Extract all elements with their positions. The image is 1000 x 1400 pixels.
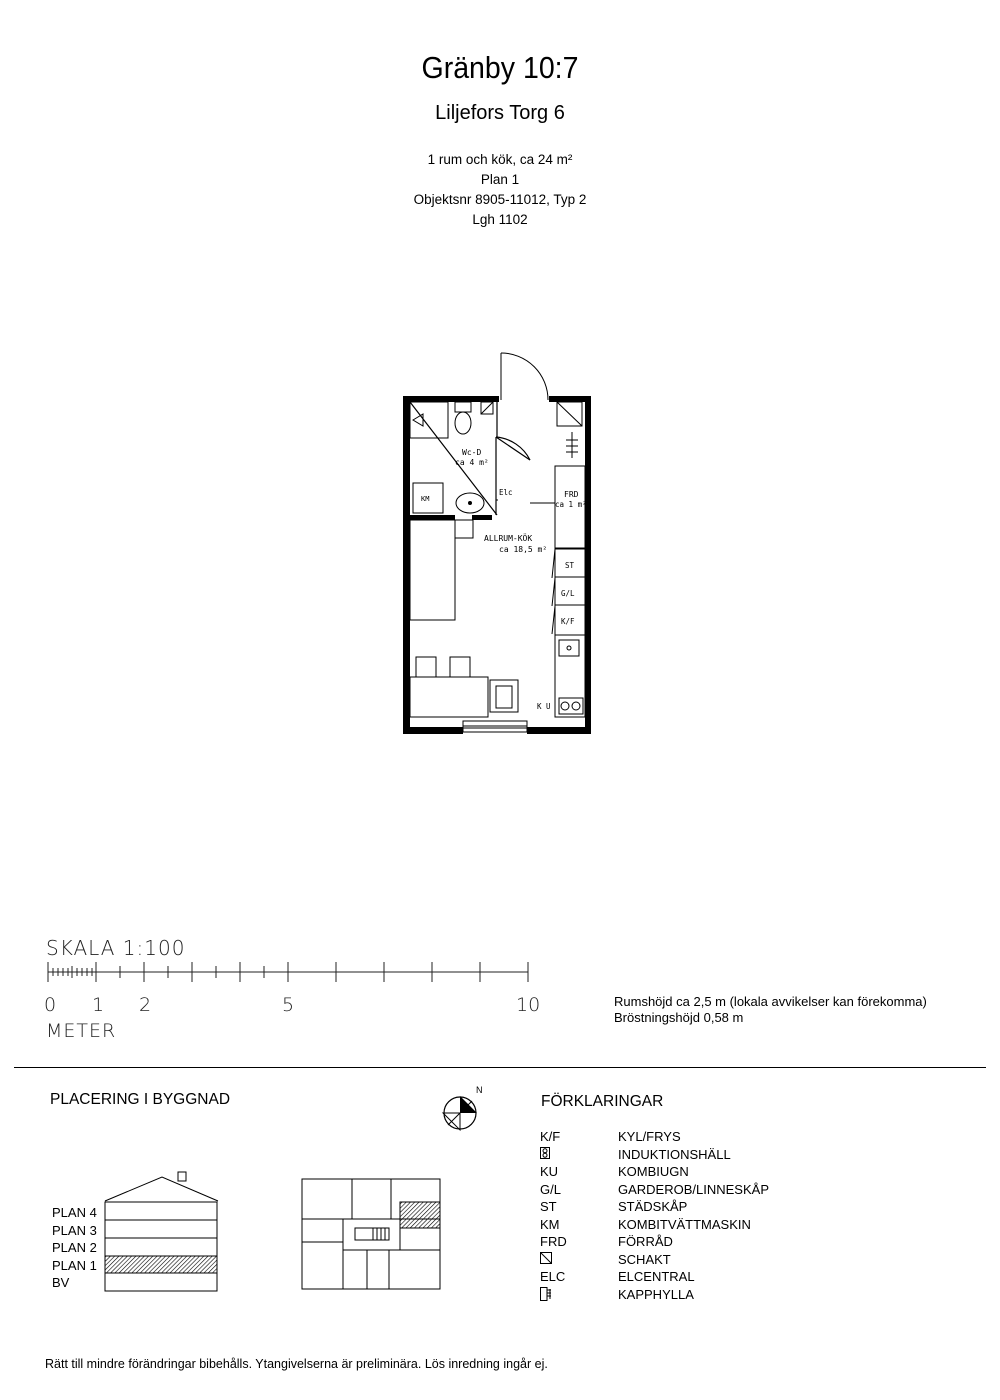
main-room-name-label: ALLRUM-KÖK	[484, 534, 533, 543]
compass-north-label: N	[476, 1085, 483, 1095]
legend-text: INDUKTIONSHÄLL	[618, 1146, 731, 1162]
floor-plan	[390, 345, 600, 740]
legend-code: ST	[540, 1199, 557, 1214]
floor-label-plan-2: PLAN 2	[52, 1240, 97, 1256]
floor-label-plan-4: PLAN 4	[52, 1205, 97, 1220]
apartment-location	[400, 1202, 440, 1228]
placement-title: PLACERING I BYGGNAD	[50, 1091, 231, 1108]
shaft-and-coatrack	[557, 402, 582, 458]
legend-item-km	[540, 1217, 860, 1234]
legend-item-st	[540, 1199, 860, 1216]
sill-height-note: Bröstningshöjd 0,58 m	[614, 1010, 744, 1025]
property-title: Gränby 10:7	[421, 50, 579, 85]
legend-code: KM	[540, 1216, 560, 1232]
legend-item-frd	[540, 1234, 860, 1251]
scale-number-2: 2	[139, 994, 152, 1016]
frd-area-label: ca 1 m²	[555, 500, 587, 509]
floor-label-plan-3: PLAN 3	[52, 1222, 97, 1238]
wc-area-label: ca 4 m²	[455, 458, 489, 467]
elc-label: Elc	[499, 488, 513, 497]
legend-text: SCHAKT	[618, 1251, 671, 1267]
info-line-size: 1 rum och kök, ca 24 m²	[427, 152, 573, 167]
st-label: ST	[565, 561, 575, 570]
scale-title: SKALA 1:100	[46, 936, 186, 960]
legend-text: KOMBIUGN	[618, 1164, 689, 1179]
legend-item-gl	[540, 1182, 860, 1199]
legend-code: G/L	[540, 1181, 561, 1197]
legend-code: KU	[540, 1164, 559, 1179]
building-section-diagram	[100, 1168, 225, 1294]
footer-disclaimer: Rätt till mindre förändringar bibehålls. Ytangivelserna är preliminära. Lös inredning ingår ej.	[45, 1357, 548, 1371]
legend-item-shaft	[540, 1252, 860, 1269]
info-line-floor: Plan 1	[480, 172, 520, 187]
scale-number-1: 1	[92, 994, 105, 1016]
legend-code: ELC	[540, 1269, 566, 1284]
scale-number-5: 5	[282, 994, 295, 1016]
floor-labels	[52, 1204, 97, 1292]
legend-text: GARDEROB/LINNESKÅP	[618, 1181, 769, 1197]
floor-label-bv: BV	[52, 1275, 70, 1291]
scale-number-10: 10	[516, 994, 541, 1016]
info-line-object-number: Objektsnr 8905-11012, Typ 2	[413, 192, 587, 207]
highlighted-floor	[105, 1256, 217, 1273]
building-floor-diagram	[298, 1175, 444, 1293]
wc-name-label: Wc-D	[462, 448, 482, 457]
entrance-door	[501, 353, 548, 400]
apartment-info	[0, 150, 1000, 230]
kf-label: K/F	[561, 617, 575, 626]
legend-text: STÄDSKÅP	[618, 1199, 688, 1214]
outer-walls	[403, 396, 591, 734]
frd-name-label: FRD	[564, 490, 579, 499]
km-label: KM	[421, 495, 430, 503]
coat-rack-icon	[540, 1287, 553, 1304]
legend-item-kf	[540, 1129, 860, 1146]
legend-code: FRD	[540, 1234, 567, 1249]
scale-number-0: 0	[44, 994, 57, 1016]
gl-label: G/L	[561, 589, 575, 598]
legend-item-coat-rack	[540, 1287, 860, 1304]
legend-text: KAPPHYLLA	[618, 1286, 694, 1302]
legend-text: FÖRRÅD	[618, 1234, 673, 1249]
shaft-icon	[540, 1252, 552, 1267]
main-room-area-label: ca 18,5 m²	[499, 545, 548, 554]
divider	[14, 1067, 986, 1068]
legend-text: KOMBITVÄTTMASKIN	[618, 1216, 751, 1232]
scale-bar	[40, 935, 540, 995]
legend-item-induction	[540, 1147, 860, 1164]
address: Liljefors Torg 6	[435, 102, 565, 124]
ku-label: K U	[537, 702, 551, 711]
room-height-note: Rumshöjd ca 2,5 m (lokala avvikelser kan förekomma)	[614, 994, 927, 1009]
legend-title: FÖRKLARINGAR	[541, 1093, 664, 1110]
induction-hob-icon	[540, 1147, 550, 1162]
height-notes	[614, 994, 927, 1026]
floor-label-plan-1: PLAN 1	[52, 1257, 97, 1273]
legend-item-ku	[540, 1164, 860, 1181]
legend-code: K/F	[540, 1129, 561, 1144]
legend-text: ELCENTRAL	[618, 1269, 695, 1284]
info-line-apartment-number: Lgh 1102	[472, 212, 528, 227]
window	[463, 721, 527, 732]
scale-unit: METER	[46, 1020, 117, 1042]
legend-item-elc	[540, 1269, 860, 1286]
legend-text: KYL/FRYS	[618, 1129, 681, 1144]
